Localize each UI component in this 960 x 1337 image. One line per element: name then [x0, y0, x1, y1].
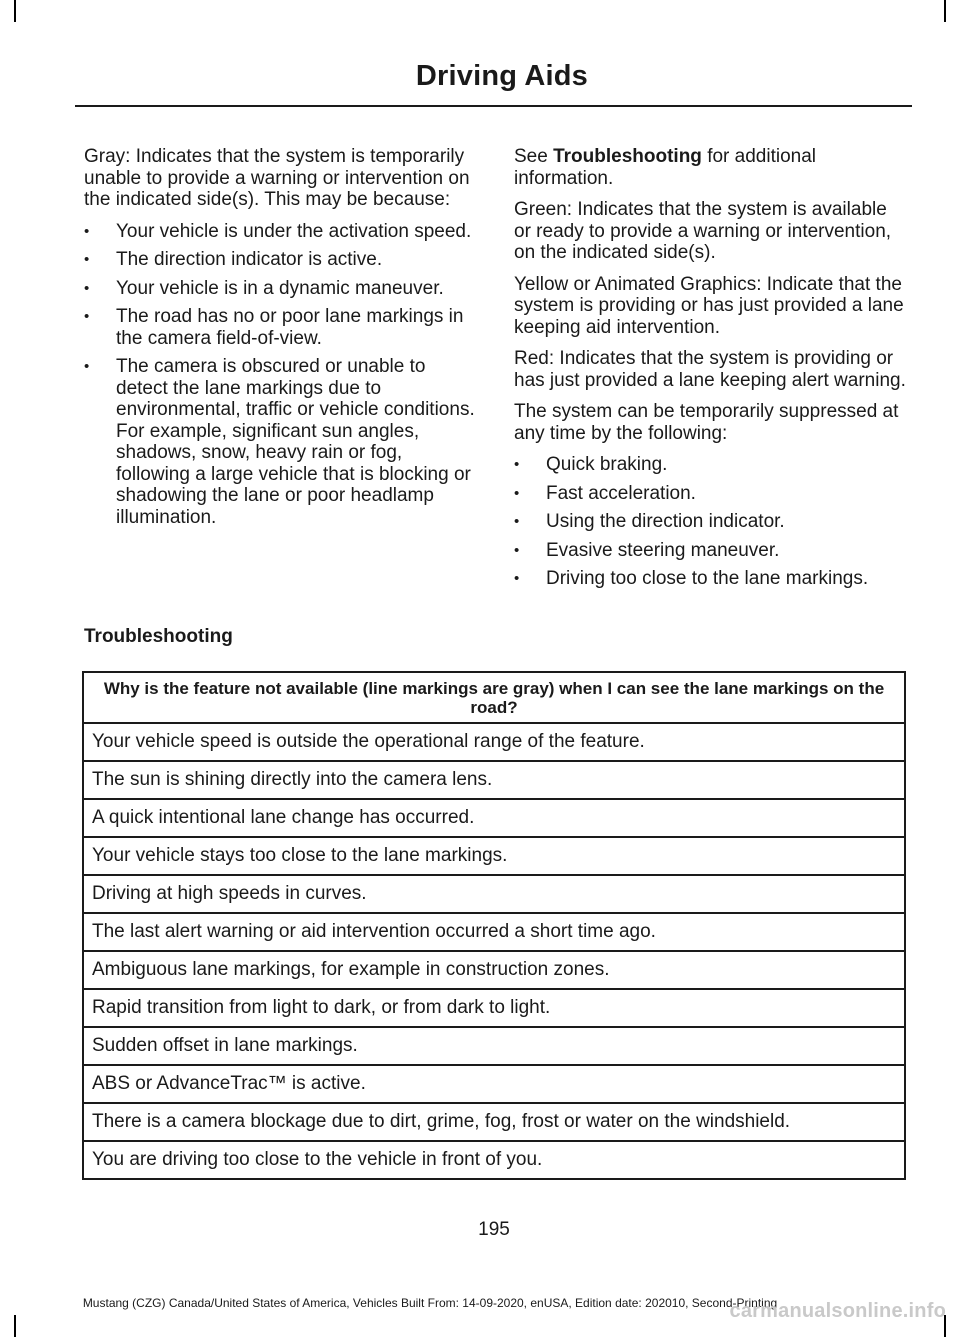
table-cell: You are driving too close to the vehicle in front of you. [83, 1141, 905, 1179]
table-cell: Your vehicle speed is outside the operational range of the feature. [83, 723, 905, 761]
troubleshooting-link[interactable]: Troubleshooting [553, 146, 702, 167]
list-item: • Driving too close to the lane markings. [514, 568, 908, 590]
table-row [83, 1027, 905, 1065]
suppression-text: The system can be temporarily suppressed at any time by the following: [514, 401, 899, 444]
table-row [83, 913, 905, 951]
gray-reasons-list [84, 221, 476, 529]
see-troubleshooting-text [514, 146, 908, 189]
list-item: • Evasive steering maneuver. [514, 540, 908, 562]
edition-footer: Mustang (CZG) Canada/United States of America, Vehicles Built From: 14-09-2020, enUSA, Edition date: 202010, Second-Printing [82, 1296, 778, 1310]
green-indicator-text: Green: Indicates that the system is available or ready to provide a warning or intervention, on the indicated side(s). [514, 199, 892, 263]
list-item: • The direction indicator is active. [84, 249, 476, 271]
table-row [83, 837, 905, 875]
table-cell: Driving at high speeds in curves. [83, 875, 905, 913]
yellow-indicator-text: Yellow or Animated Graphics: Indicate that the system is providing or has just provided a lane keeping aid intervention. [514, 273, 904, 338]
page-title: Driving Aids [415, 60, 588, 92]
list-item: • The road has no or poor lane markings in the camera field-of-view. [84, 306, 476, 349]
table-row [83, 1065, 905, 1103]
left-column [84, 146, 476, 535]
table-cell: Your vehicle stays too close to the lane markings. [83, 837, 905, 875]
watermark: carmanualsonline.info [729, 1300, 946, 1322]
gray-indicator-text: Gray: Indicates that the system is temporarily unable to provide a warning or intervention on the indicated side(s). This may be because: [84, 146, 470, 210]
table-row [83, 723, 905, 761]
table-cell: Ambiguous lane markings, for example in construction zones. [83, 951, 905, 989]
table-row [83, 761, 905, 799]
crop-mark [944, 0, 946, 22]
red-indicator-text: Red: Indicates that the system is providing or has just provided a lane keeping alert warning. [514, 348, 906, 391]
table-row [83, 951, 905, 989]
page-number: 195 [478, 1219, 510, 1240]
list-item: • Quick braking. [514, 454, 908, 476]
table-header: Why is the feature not available (line markings are gray) when I can see the lane markings on the road? [83, 672, 905, 723]
troubleshooting-heading: Troubleshooting [84, 626, 233, 647]
list-item: • Your vehicle is under the activation speed. [84, 221, 476, 243]
list-item: • Using the direction indicator. [514, 511, 908, 533]
table-cell: The last alert warning or aid intervention occurred a short time ago. [83, 913, 905, 951]
table-row [83, 1141, 905, 1179]
table-row [83, 989, 905, 1027]
table-cell: The sun is shining directly into the camera lens. [83, 761, 905, 799]
list-item: • Fast acceleration. [514, 483, 908, 505]
list-item: • The camera is obscured or unable to detect the lane markings due to environmental, traffic or vehicle conditions. For example, significant sun angles, shadows, snow, heavy rain or fog, following a large vehicle that is blocking or shadowing the lane or poor headlamp illumination. [84, 356, 476, 528]
table-cell: A quick intentional lane change has occurred. [83, 799, 905, 837]
table-row [83, 875, 905, 913]
header-divider [75, 105, 912, 107]
suppression-list [514, 454, 908, 590]
table-cell: Sudden offset in lane markings. [83, 1027, 905, 1065]
see-suffix: for additional information. [514, 146, 816, 189]
table-row [83, 1103, 905, 1141]
see-prefix: See [514, 146, 554, 167]
right-column [514, 146, 908, 597]
table-row [83, 799, 905, 837]
troubleshooting-table [82, 671, 906, 1180]
crop-mark [14, 0, 16, 22]
table-cell: There is a camera blockage due to dirt, grime, fog, frost or water on the windshield. [83, 1103, 905, 1141]
table-cell: Rapid transition from light to dark, or from dark to light. [83, 989, 905, 1027]
list-item: • Your vehicle is in a dynamic maneuver. [84, 278, 476, 300]
crop-mark [14, 1315, 16, 1337]
table-cell: ABS or AdvanceTrac™ is active. [83, 1065, 905, 1103]
